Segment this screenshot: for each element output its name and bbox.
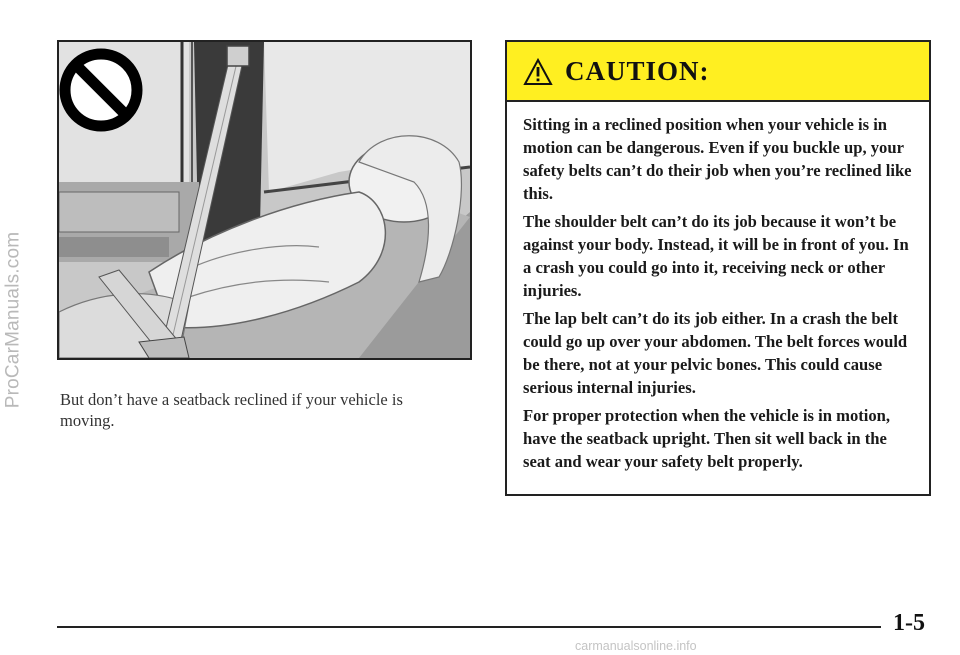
body-text: But don’t have a seatback reclined if your vehicle is moving. — [60, 390, 403, 430]
caution-paragraph: Sitting in a reclined position when your vehicle is in motion can be dangerous. Even if you buckle up, your safety belts can’t do their job when you’re reclined like this. — [523, 115, 912, 203]
caution-header — [507, 42, 929, 102]
watermark-text: ProCarManuals.com — [2, 231, 24, 409]
warning-triangle-icon — [523, 58, 553, 86]
caution-paragraph: For proper protection when the vehicle is in motion, have the seatback upright. Then sit well back in the seat and wear your safety belt properly. — [523, 406, 891, 471]
footer-rule — [57, 626, 881, 628]
no-symbol-icon — [65, 54, 137, 126]
caution-paragraph: The shoulder belt can’t do its job because it won’t be against your body. Instead, it will be in front of you. In a crash you could go into it, receiving neck or other injuries. — [523, 212, 909, 300]
caution-box — [505, 40, 931, 496]
site-watermark: carmanualsonline.info — [575, 639, 697, 653]
caution-title: CAUTION: — [565, 55, 710, 86]
watermark — [2, 70, 24, 570]
page-number: 1-5 — [893, 610, 925, 636]
caution-paragraph: The lap belt can’t do its job either. In a crash the belt could go up over your abdomen. The belt forces would be there, not at your pelvic bones. This could cause serious internal injuries. — [523, 309, 908, 397]
reclined-passenger-illustration — [57, 40, 472, 360]
caution-body — [507, 102, 929, 473]
illustration-drawing — [59, 42, 470, 358]
